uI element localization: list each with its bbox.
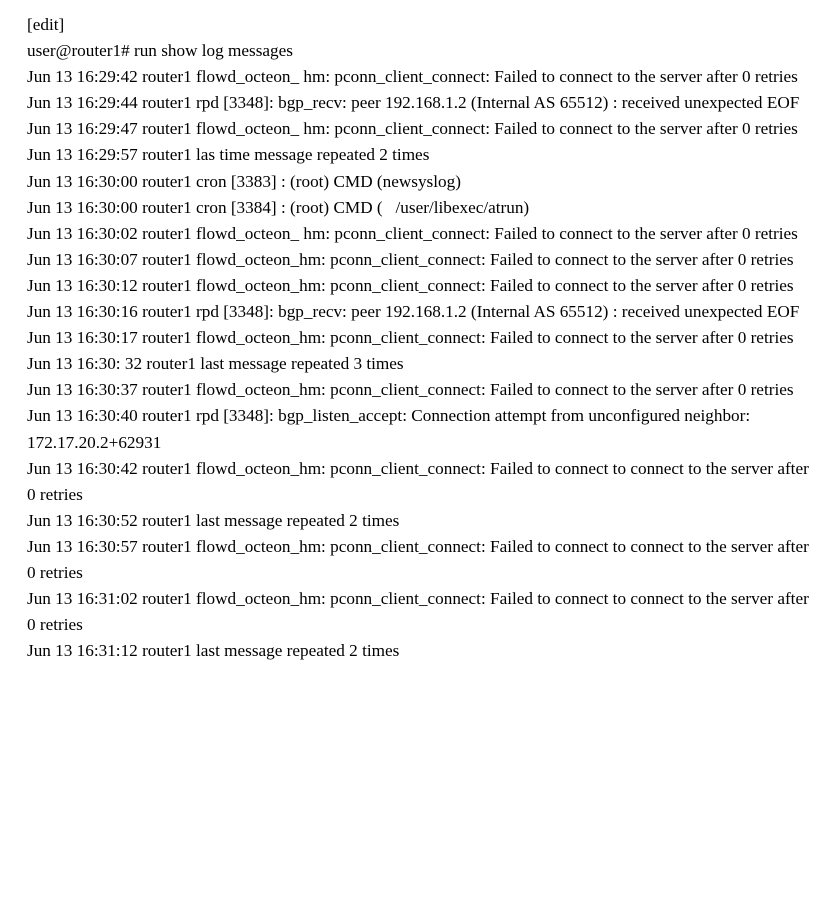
log-line: Jun 13 16:29:44 router1 rpd [3348]: bgp_recv: peer 192.168.1.2 (Internal AS 65512) : received unexpected EOF [27, 93, 800, 113]
mode-indicator: [edit] [27, 15, 65, 34]
log-line: Jun 13 16:30:02 router1 flowd_octeon_ hm: pconn_client_connect: Failed to connect to the server after 0 retries [27, 223, 798, 243]
log-line: Jun 13 16:29:42 router1 flowd_octeon_ hm: pconn_client_connect: Failed to connect to the server after 0 retries [27, 67, 798, 87]
log-line: Jun 13 16:30:37 router1 flowd_octeon_hm: pconn_client_connect: Failed to connect to the server after 0 retries [27, 380, 794, 400]
terminal-output [27, 12, 817, 664]
log-line: Jun 13 16:30:00 router1 cron [3384] : (root) CMD ( /user/libexec/atrun) [27, 197, 530, 217]
log-line: Jun 13 16:30:00 router1 cron [3383] : (root) CMD (newsyslog) [27, 171, 461, 191]
log-line: Jun 13 16:29:47 router1 flowd_octeon_ hm: pconn_client_connect: Failed to connect to the server after 0 retries [27, 119, 798, 139]
log-line: Jun 13 16:31:12 router1 last message repeated 2 times [27, 641, 400, 661]
log-line: Jun 13 16:30: 32 router1 last message repeated 3 times [27, 354, 404, 374]
log-line: Jun 13 16:30:07 router1 flowd_octeon_hm: pconn_client_connect: Failed to connect to the server after 0 retries [27, 249, 794, 269]
log-line: Jun 13 16:30:16 router1 rpd [3348]: bgp_recv: peer 192.168.1.2 (Internal AS 65512) : received unexpected EOF [27, 302, 800, 322]
log-line: Jun 13 16:30:57 router1 flowd_octeon_hm: pconn_client_connect: Failed to connect to connect to the server after 0 retries [27, 536, 814, 582]
log-line: Jun 13 16:31:02 router1 flowd_octeon_hm: pconn_client_connect: Failed to connect to connect to the server after 0 retries [27, 589, 814, 635]
log-line: Jun 13 16:29:57 router1 las time message repeated 2 times [27, 145, 430, 165]
log-line: Jun 13 16:30:40 router1 rpd [3348]: bgp_listen_accept: Connection attempt from unconfigured neighbor: 172.17.20.2+62931 [27, 406, 755, 452]
log-line: Jun 13 16:30:42 router1 flowd_octeon_hm: pconn_client_connect: Failed to connect to connect to the server after 0 retries [27, 458, 814, 504]
log-line: Jun 13 16:30:52 router1 last message repeated 2 times [27, 510, 400, 530]
log-line: Jun 13 16:30:12 router1 flowd_octeon_hm: pconn_client_connect: Failed to connect to the server after 0 retries [27, 275, 794, 295]
command-prompt: user@router1# run show log messages [27, 41, 293, 61]
log-line: Jun 13 16:30:17 router1 flowd_octeon_hm: pconn_client_connect: Failed to connect to the server after 0 retries [27, 328, 794, 348]
